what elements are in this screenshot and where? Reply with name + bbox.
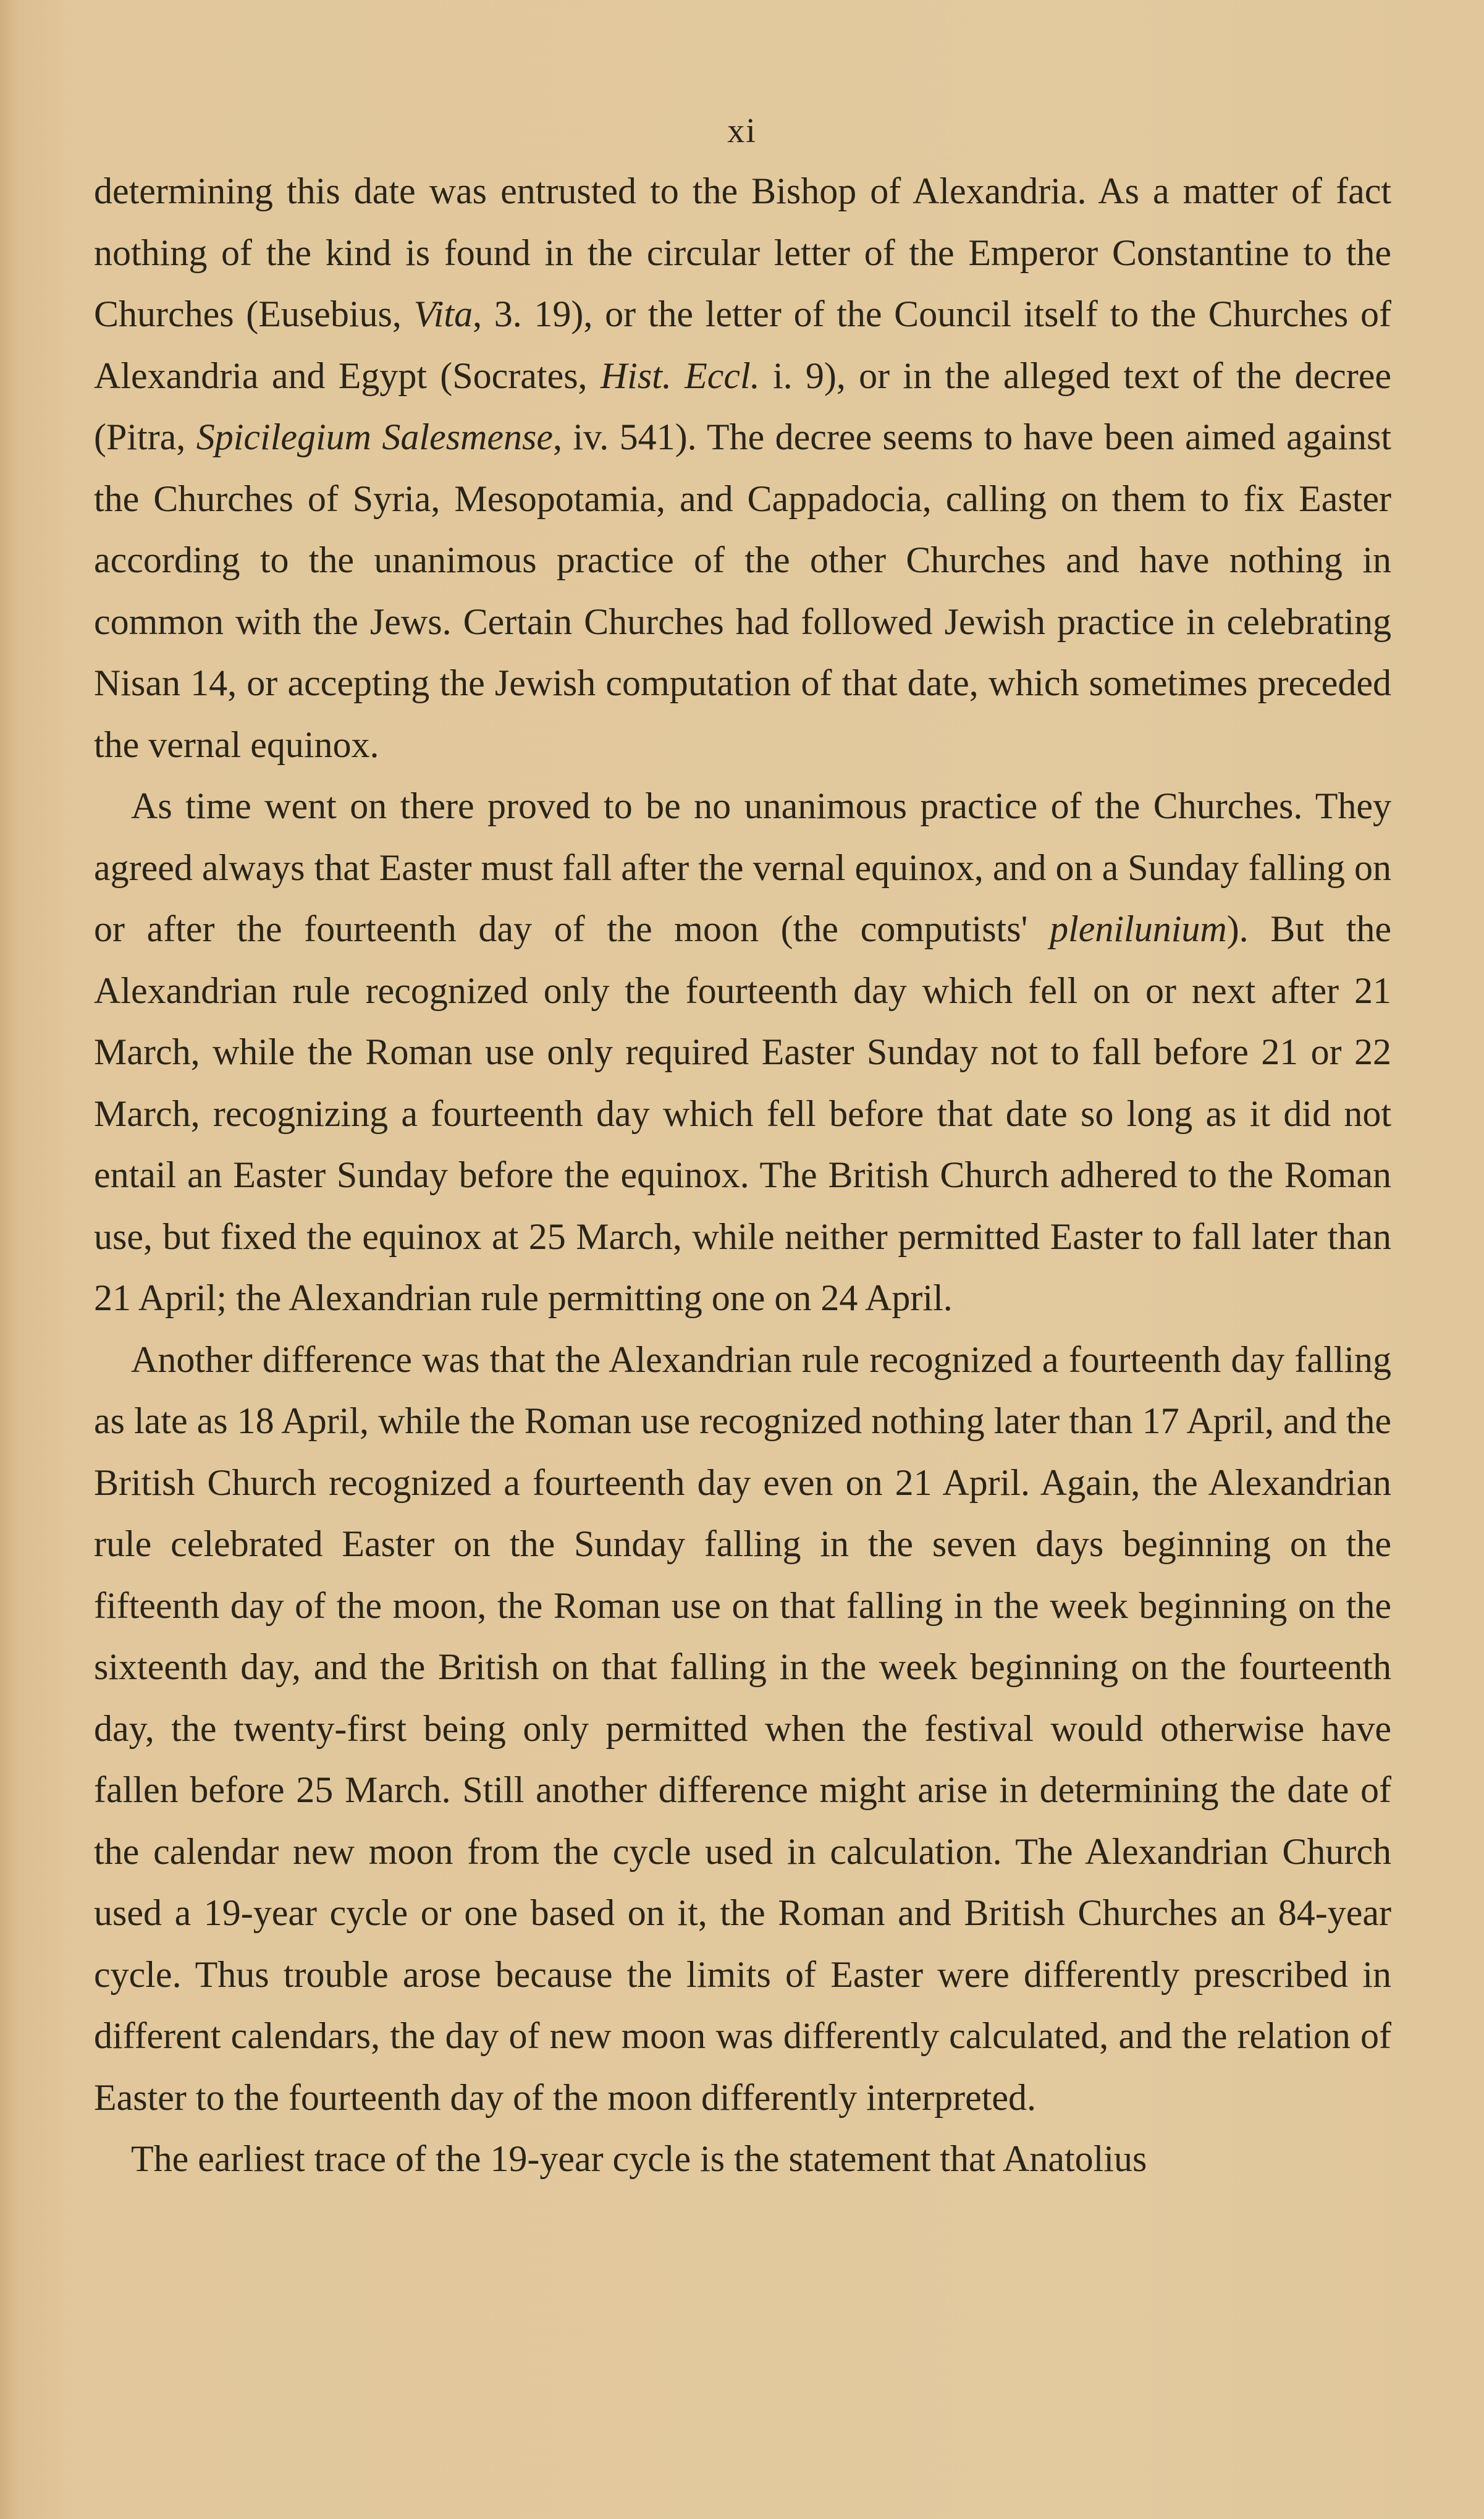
text-segment: determining this date was entrusted to the Bishop of Alexandria. As a matter of fact nothing of the kind is found in the circular letter of the Emperor Constantine to the Churches (Eusebius,: [94, 171, 1391, 334]
paragraph-3: [94, 1329, 1391, 2129]
text-segment: As time went on there proved to be no unanimous practice of the Churches. They agreed always that Easter must fall after the vernal equinox, and on a Sunday falling on or after the fourteenth day of the moon (the computists': [94, 785, 1391, 949]
italic-citation-vita: Vita: [413, 294, 473, 334]
text-segment: , iv. 541). The decree seems to have been aimed against the Churches of Syria, Mesopotamia, and Cappadocia, calling on them to fix Easter according to the unanimous practice of the other Churches and have nothing in common with the Jews. Certain Churches had followed Jewish practice in celebrating Nisan 14, or accepting the Jewish computation of that date, which sometimes preceded the vernal equinox.: [94, 417, 1391, 765]
italic-citation-hist-eccl: Hist. Eccl.: [600, 355, 760, 396]
paragraph-2: [94, 776, 1391, 1329]
text-segment: ). But the Alexandrian rule recognized only the fourteenth day which fell on or next after 21 March, while the Roman use only required Easter Sunday not to fall before 21 or 22 March, recognizing a fourteenth day which fell before that date so long as it did not entail an Easter Sunday before the equinox. The British Church adhered to the Roman use, but fixed the equinox at 25 March, while neither permitted Easter to fall later than 21 April; the Alexandrian rule permitting one on 24 April.: [94, 908, 1391, 1318]
text-segment: , 3. 19), or the letter of the Council itself to the Churches of Alexandria and Egypt (Socrates,: [94, 294, 1391, 396]
text-segment: i. 9), or in the alleged text of the decree (Pitra,: [94, 355, 1391, 457]
paragraph-4: [94, 2128, 1391, 2190]
text-segment: Another difference was that the Alexandrian rule recognized a fourteenth day falling as late as 18 April, while the Roman use recognized nothing later than 17 April, and the British Church recognized a fourteenth day even on 21 April. Again, the Alexandrian rule celebrated Easter on the Sunday falling in the seven days beginning on the fifteenth day of the moon, the Roman use on that falling in the week beginning on the sixteenth day, and the British on that falling in the week beginning on the fourteenth day, the twenty-first being only permitted when the festival would otherwise have fallen before 25 March. Still another difference might arise in determining the date of the calendar new moon from the cycle used in calculation. The Alexandrian Church used a 19-year cycle or one based on it, the Roman and British Churches an 84-year cycle. Thus trouble arose because the limits of Easter were differently prescribed in different calendars, the day of new moon was differently calculated, and the relation of Easter to the fourteenth day of the moon differently interpreted.: [94, 1339, 1391, 2118]
page-number: xi: [727, 112, 757, 150]
italic-term-plenilunium: plenilunium: [1050, 908, 1227, 949]
paragraph-1: [94, 161, 1391, 776]
italic-citation-spicilegium: Spicilegium Salesmense: [196, 417, 553, 457]
text-segment: The earliest trace of the 19-year cycle is the statement that Anatolius: [131, 2138, 1147, 2179]
body-text: [94, 161, 1391, 2190]
